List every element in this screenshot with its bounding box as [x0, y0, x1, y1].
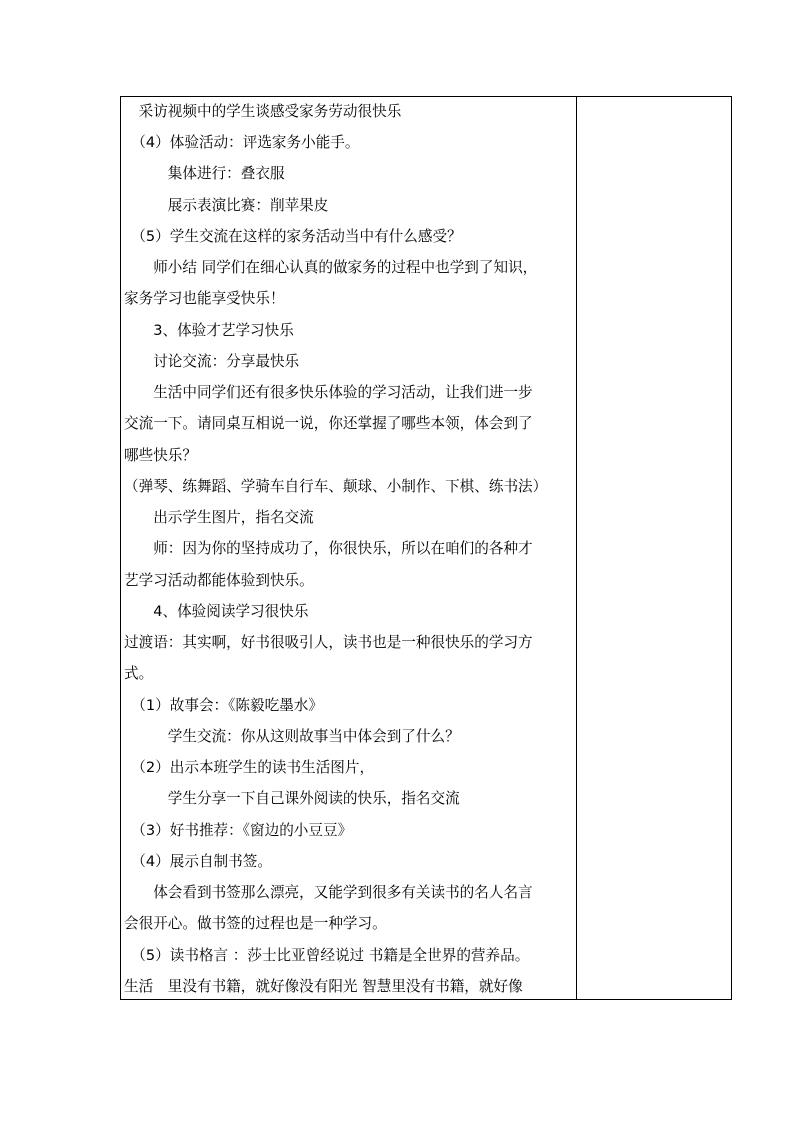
- text-line: （弹琴、练舞蹈、学骑车自行车、颠球、小制作、下棋、练书法）: [124, 478, 548, 495]
- text-line: 4、体验阅读学习很快乐: [124, 603, 309, 620]
- text-line: 生活中同学们还有很多快乐体验的学习活动，让我们进一步: [124, 384, 533, 401]
- text-line: 艺学习活动都能体验到快乐。: [124, 572, 314, 589]
- text-line: 师小结 同学们在细心认真的做家务的过程中也学到了知识，: [124, 259, 538, 276]
- text-line: 采访视频中的学生谈感受家务劳动很快乐: [124, 103, 402, 120]
- text-line: 过渡语：其实啊，好书很吸引人，读书也是一种很快乐的学习方: [124, 634, 533, 651]
- text-line: 学生交流：你从这则故事当中体会到了什么？: [124, 728, 460, 745]
- text-line: （2）出示本班学生的读书生活图片，: [124, 759, 375, 776]
- text-line: （5）读书格言 ：莎士比亚曾经说过 书籍是全世界的营养品。: [124, 947, 530, 964]
- text-line: （1）故事会：《陈毅吃墨水》: [124, 697, 323, 714]
- text-line: 式。: [124, 665, 154, 682]
- text-line: 集体进行：叠衣服: [124, 165, 285, 182]
- text-line: （4）体验活动：评选家务小能手。: [124, 134, 360, 151]
- text-line: 讨论交流：分享最快乐: [124, 353, 300, 370]
- text-line: 出示学生图片，指名交流: [124, 509, 314, 526]
- text-line: 3、体验才艺学习快乐: [124, 322, 294, 339]
- text-line: 生活 里没有书籍，就好像没有阳光 智慧里没有书籍，就好像: [124, 978, 523, 995]
- text-line: （4）展示自制书签。: [124, 853, 272, 870]
- text-line: 师：因为你的坚持成功了，你很快乐，所以在咱们的各种才: [124, 540, 533, 557]
- text-line: （5）学生交流在这样的家务活动当中有什么感受？: [124, 228, 462, 245]
- text-line: 展示表演比赛：削苹果皮: [124, 197, 329, 214]
- text-line: 哪些快乐？: [124, 447, 197, 464]
- text-line: 交流一下。请同桌互相说一说，你还掌握了哪些本领，体会到了: [124, 415, 533, 432]
- text-line: （3）好书推荐：《窗边的小豆豆》: [124, 822, 353, 839]
- text-line: 家务学习也能享受快乐！: [124, 290, 285, 307]
- text-line: 学生分享一下自己课外阅读的快乐，指名交流: [124, 790, 460, 807]
- text-line: 会很开心。做书签的过程也是一种学习。: [124, 915, 387, 932]
- text-line: 体会看到书签那么漂亮，又能学到很多有关读书的名人名言: [124, 884, 533, 901]
- table-column-divider: [576, 96, 577, 1000]
